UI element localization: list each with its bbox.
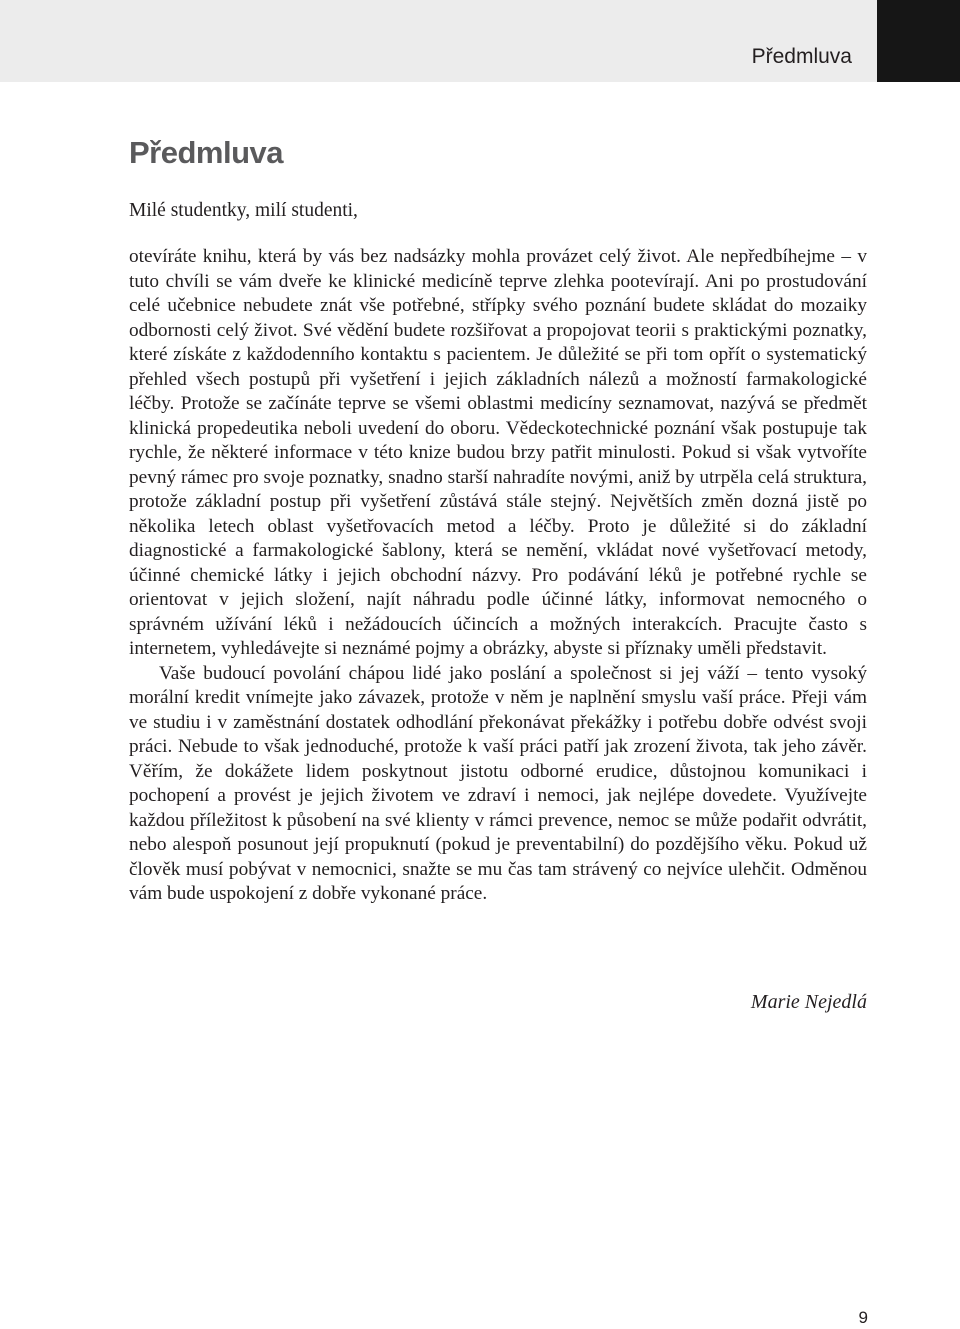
greeting: Milé studentky, milí studenti, — [129, 200, 358, 221]
paragraph-1: otevíráte knihu, která by vás bez nadsázky mohla provázet celý život. Ale nepředbíhejme – v tuto chvíli se vám dveře ke klinické medicíně teprve zlehka pootevírají. Ani po prostudování celé učebnice nebudete znát vše potřebné, střípky svého poznání budete skládat do mozaiky odbornosti celý život. Své vědění budete rozšiřovat a propojovat teorii s praktickými poznatky, které získáte z každodenního kontaktu s pacientem. Je důležité se při tom opřít o systematický přehled všech postupů při vyšetření i jejich základních nálezů a možností farmakologické léčby. Protože se začínáte teprve se všemi oblastmi medicíny seznamovat, nazývá se předmět klinická propedeutika neboli uvedení do oboru. Vědeckotechnické poznání však postupuje tak rychle, že některé informace v této knize budou brzy patřit minulosti. Pokud si však vytvoříte pevný rámec pro svoje poznatky, snadno starší nahradíte novými, aniž by utrpěla celá struktura, protože základní postup při vyšetření zůstává stále stejný. Největších změn dozná jistě po několika letech oblast vyšetřovacích metod a léčby. Proto je důležité si do základní diagnostické a farmakologické šablony, která se nemění, vkládat nové vyšetřovací metody, účinné chemické látky i jejich obchodní názvy. Pro podávání léků je potřebné rychle se orientovat v jejich složení, najít náhradu podle účinné látky, informovat nemocného o správném užívání léků i nežádoucích účincích a možných interakcích. Pracujte často s internetem, vyhledávejte si neznámé pojmy a obrázky, abyste si příznaky uměli představit. — [129, 246, 867, 659]
header-band — [0, 0, 877, 82]
body-text — [129, 245, 867, 907]
author-signature: Marie Nejedlá — [750, 991, 867, 1013]
header-corner-block — [877, 0, 960, 82]
chapter-title: Předmluva — [129, 135, 284, 170]
paragraph-2: Vaše budoucí povolání chápou lidé jako poslání a společnost si jej váží – tento vysoký morální kredit vnímejte jako závazek, protože v něm je naplnění smyslu vaší práce. Přeji vám ve studiu i v zaměstnání dostatek odhodlání překonávat překážky i potřebu dobře odvést svoji práci. Nebude to však jednoduché, protože k vaší práci patří jak zrození života, tak jeho závěr. Věřím, že dokážete lidem poskytnout jistotu odborné erudice, důstojnou komunikaci i pochopení a provést je jejich životem ve zdraví i nemoci, jak nejlépe dovedete. Využívejte každou příležitost k působení na své klienty v rámci prevence, nemoc se může podařit odvrátit, nebo alespoň posunout její propuknutí (pokud je preventabilní) do pozdějšího věku. Pokud už člověk musí pobývat v nemocnici, snažte se mu čas tam strávený co nejvíce ulehčit. Odměnou vám bude uspokojení z dobře vykonané práce. — [129, 662, 867, 904]
page-number: 9 — [858, 1308, 868, 1327]
running-head: Předmluva — [751, 45, 852, 68]
